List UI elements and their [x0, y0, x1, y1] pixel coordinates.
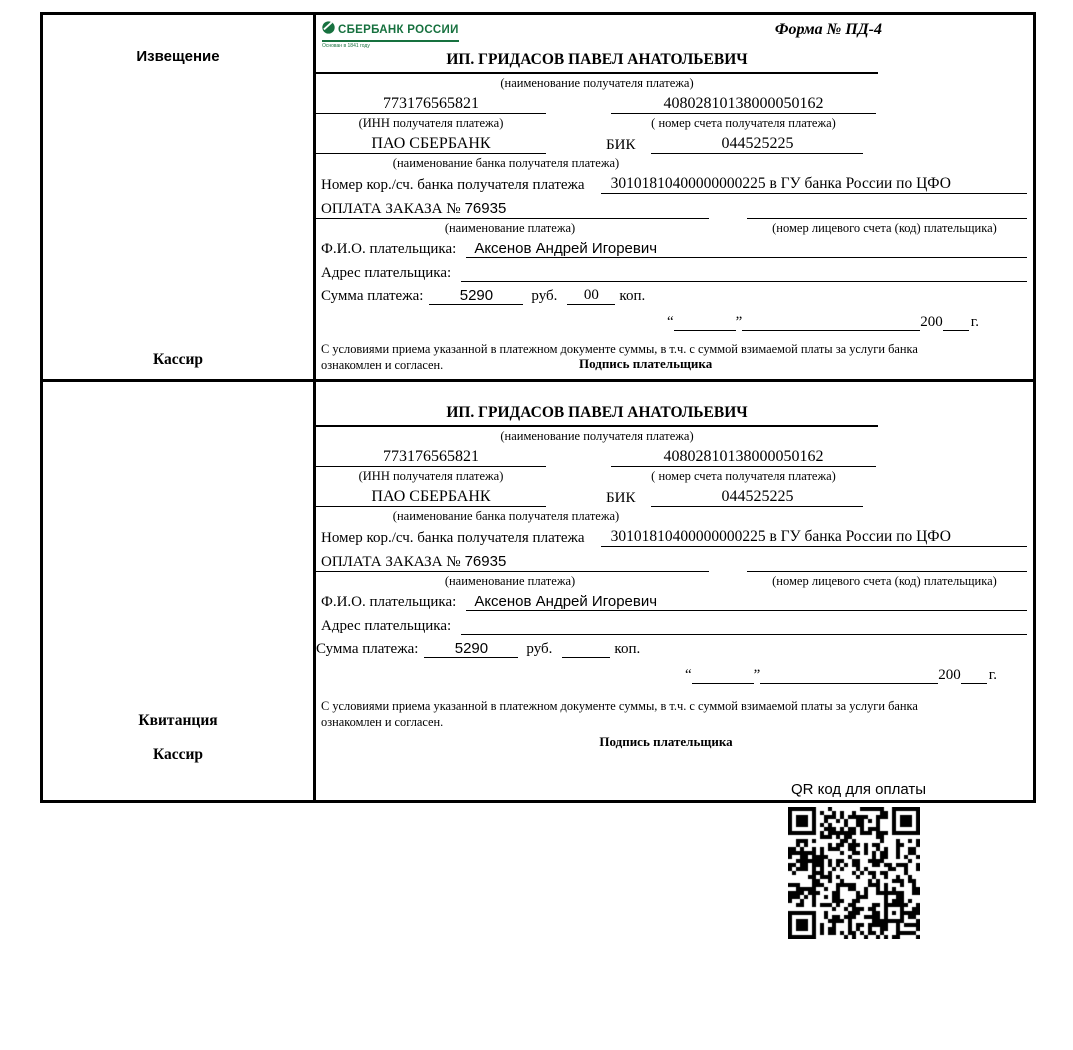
- payer-name-label: Ф.И.О. плательщика:: [321, 594, 457, 611]
- qr-code: [788, 807, 920, 939]
- corr-account-label: Номер кор./сч. банка получателя платежа: [321, 530, 585, 547]
- payee-account-field: 40802810138000050162: [611, 448, 876, 467]
- date-quote-open: “: [666, 314, 674, 330]
- notice-cashier-label: Кассир: [152, 351, 204, 369]
- date-year-field: [961, 667, 987, 684]
- receipt-cashier-label: Кассир: [152, 746, 204, 764]
- order-number: 76935: [464, 200, 507, 217]
- payment-name-field: [316, 200, 709, 219]
- payment-name-hint: (наименование платежа): [444, 574, 576, 589]
- payee-account-hint: ( номер счета получателя платежа): [651, 116, 836, 130]
- payment-name-hint: (наименование платежа): [444, 221, 576, 235]
- personal-account-hint: (номер лицевого счета (код) плательщика): [772, 574, 997, 589]
- payment-form-pd4: [40, 12, 1036, 803]
- payer-name-label: Ф.И.О. плательщика:: [321, 241, 457, 257]
- payee-name-hint: (наименование получателя платежа): [500, 429, 694, 444]
- date-month-field: [742, 314, 920, 331]
- rub-label: руб.: [526, 641, 553, 658]
- bik-label: БИК: [606, 490, 636, 507]
- payment-name-text: ОПЛАТА ЗАКАЗА №: [321, 201, 461, 217]
- payee-name-hint: (наименование получателя платежа): [500, 76, 694, 90]
- agreement-block: [321, 698, 1027, 749]
- payer-name-field: Аксенов Андрей Игоревич: [466, 593, 1027, 611]
- receipt-section-label: Квитанция: [138, 712, 218, 730]
- sberbank-logo: [322, 21, 459, 49]
- payee-inn-hint: (ИНН получателя платежа): [358, 469, 504, 484]
- personal-account-field: [747, 200, 1027, 219]
- payee-inn-field: 773176565821: [316, 95, 546, 114]
- notice-header: [316, 21, 1027, 51]
- bank-name-hint: (наименование банка получателя платежа): [392, 156, 620, 170]
- date-year-prefix: 200: [938, 667, 961, 684]
- sum-label: Сумма платежа:: [316, 641, 419, 658]
- rub-label: руб.: [531, 288, 558, 304]
- date-line: [316, 667, 997, 684]
- sberbank-logo-tagline: Основан в 1841 году: [322, 43, 370, 49]
- sberbank-logo-text: СБЕРБАНК РОССИИ: [338, 24, 459, 36]
- agreement-text: С условиями приема указанной в платежном документе суммы, в т.ч. с суммой взимаемой платы за услуги банка ознакомлен и согласен.: [321, 699, 918, 730]
- corr-account-label: Номер кор./сч. банка получателя платежа: [321, 177, 585, 193]
- date-quote-close: ”: [753, 667, 761, 684]
- date-quote-close: ”: [735, 314, 743, 330]
- payee-account-field: 40802810138000050162: [611, 95, 876, 114]
- payee-inn-hint: (ИНН получателя платежа): [358, 116, 504, 130]
- bik-label: БИК: [606, 137, 636, 153]
- date-line: [316, 314, 979, 331]
- sum-rub-field: 5290: [429, 287, 523, 305]
- order-number: 76935: [464, 553, 507, 571]
- date-year-prefix: 200: [920, 314, 943, 330]
- sum-kop-field: 00: [567, 287, 615, 305]
- bank-name-field: ПАО СБЕРБАНК: [316, 488, 546, 507]
- sberbank-logo-icon: [322, 21, 335, 39]
- receipt-stub: [43, 382, 316, 800]
- receipt-content: [316, 382, 1033, 800]
- payee-name: ИП. ГРИДАСОВ ПАВЕЛ АНАТОЛЬЕВИЧ: [316, 51, 878, 74]
- payer-signature-label: Подпись плательщика: [599, 733, 733, 749]
- bank-name-hint: (наименование банка получателя платежа): [392, 509, 620, 524]
- payer-address-label: Адрес плательщика:: [321, 265, 452, 281]
- notice-stub: [43, 15, 316, 379]
- date-quote-open: “: [684, 667, 692, 684]
- payer-name-field: Аксенов Андрей Игоревич: [466, 240, 1027, 258]
- kop-label: коп.: [619, 288, 646, 304]
- payment-name-field: [316, 553, 709, 572]
- payer-address-label: Адрес плательщика:: [321, 618, 452, 635]
- qr-section: [788, 781, 926, 939]
- payee-inn-field: 773176565821: [316, 448, 546, 467]
- payer-address-field: [461, 263, 1027, 282]
- qr-label: QR код для оплаты: [791, 781, 927, 798]
- kop-label: коп.: [614, 641, 641, 658]
- date-month-field: [760, 667, 938, 684]
- date-year-suffix: г.: [988, 667, 997, 684]
- personal-account-hint: (номер лицевого счета (код) плательщика): [772, 221, 997, 235]
- form-number-label: Форма № ПД-4: [774, 21, 882, 38]
- agreement-block: [321, 341, 1027, 373]
- payee-name: ИП. ГРИДАСОВ ПАВЕЛ АНАТОЛЬЕВИЧ: [316, 404, 878, 427]
- notice-section-label: Извещение: [136, 48, 220, 65]
- bank-name-field: ПАО СБЕРБАНК: [316, 135, 546, 154]
- sum-rub-field: 5290: [424, 640, 518, 658]
- bik-field: 044525225: [651, 488, 863, 507]
- payer-signature-label: Подпись плательщика: [579, 356, 713, 372]
- sum-kop-field: [562, 641, 610, 658]
- personal-account-field: [747, 553, 1027, 572]
- corr-account-field: 30101810400000000225 в ГУ банка России по ЦФО: [601, 528, 1027, 547]
- sum-label: Сумма платежа:: [321, 288, 424, 304]
- date-year-field: [943, 314, 969, 331]
- date-year-suffix: г.: [970, 314, 979, 330]
- date-day-field: [674, 314, 736, 331]
- bik-field: 044525225: [651, 135, 863, 154]
- date-day-field: [692, 667, 754, 684]
- payee-account-hint: ( номер счета получателя платежа): [651, 469, 836, 484]
- agreement-text: С условиями приема указанной в платежном документе суммы, в т.ч. с суммой взимаемой платы за услуги банка ознакомлен и согласен.: [321, 342, 918, 373]
- payer-address-field: [461, 616, 1027, 635]
- notice-panel: [43, 15, 1033, 379]
- receipt-panel: [43, 379, 1033, 800]
- corr-account-field: 30101810400000000225 в ГУ банка России по ЦФО: [601, 175, 1027, 194]
- notice-content: [316, 15, 1033, 379]
- payment-name-text: ОПЛАТА ЗАКАЗА №: [321, 554, 461, 571]
